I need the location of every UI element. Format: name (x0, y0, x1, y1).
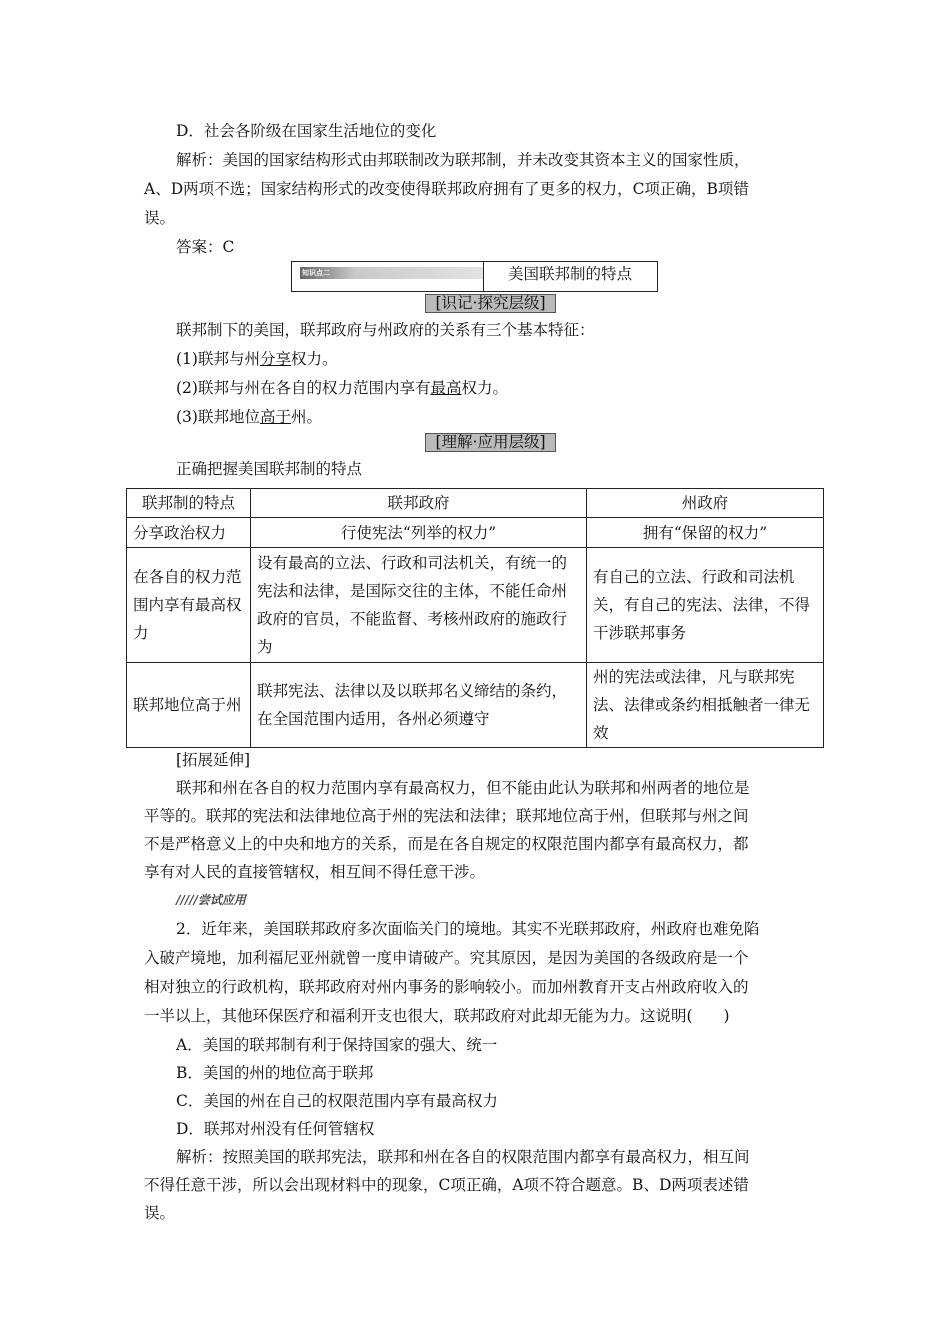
level-label-memorize: [识记·探究层级] (425, 294, 556, 313)
q1-analysis-line: 误。 (144, 209, 176, 227)
table-header-cell: 州政府 (587, 489, 824, 518)
underlined-keyword: 高于 (259, 408, 291, 426)
question-line: 2．近年来，美国联邦政府多次面临关门的境地。其实不光联邦政府，州政府也难免陷 (176, 920, 760, 938)
feature-item: (1)联邦与州分享权力。 (176, 350, 338, 368)
section1-intro: 联邦制下的美国，联邦政府与州政府的关系有三个基本特征： (176, 321, 595, 339)
table-header-cell: 联邦制的特点 (127, 489, 251, 518)
table-cell-state: 州的宪法或法律，凡与联邦宪法、法律或条约相抵触者一律无效 (587, 663, 824, 748)
extension-line: 联邦和州在各自的权力范围内享有最高权力，但不能由此认为联邦和州两者的地位是 (176, 779, 750, 797)
table-row (127, 518, 824, 548)
option-b: B．美国的州的地位高于联邦 (176, 1064, 374, 1082)
table-caption: 正确把握美国联邦制的特点 (176, 460, 363, 478)
hatch-decoration: ///// (176, 893, 198, 907)
feature-item: (2)联邦与州在各自的权力范围内享有最高权力。 (176, 379, 508, 397)
underlined-keyword: 分享 (259, 350, 291, 368)
q2-analysis-line: 误。 (144, 1204, 176, 1222)
table-cell-federal: 设有最高的立法、行政和司法机关，有统一的宪法和法律，是国际交往的主体，不能任命州政府的官员，不能监督、考核州政府的施政行为 (251, 548, 587, 663)
knowledge-point-header (291, 261, 658, 292)
try-apply-heading: /////尝试应用 (176, 893, 246, 907)
extension-line: 不是严格意义上的中央和地方的关系，而是在各自规定的权限范围内都享有最高权力，都 (144, 835, 749, 853)
table-cell-feature: 分享政治权力 (127, 518, 251, 548)
underlined-keyword: 最高 (430, 379, 462, 397)
knowledge-point-tag (300, 267, 483, 279)
feature-item: (3)联邦地位高于州。 (176, 408, 322, 426)
option-d: D．联邦对州没有任何管辖权 (176, 1120, 375, 1138)
table-cell-state: 拥有“保留的权力” (587, 518, 824, 548)
extension-line: 平等的。联邦的宪法和法律地位高于州的宪法和法律；联邦地位高于州，但联邦与州之间 (144, 807, 749, 825)
table-cell-state: 有自己的立法、行政和司法机关，有自己的宪法、法律，不得干涉联邦事务 (587, 548, 824, 663)
extension-title: [拓展延伸] (176, 751, 251, 769)
table-cell-feature: 联邦地位高于州 (127, 663, 251, 748)
table-header-cell: 联邦政府 (251, 489, 587, 518)
table-cell-federal: 联邦宪法、法律以及以联邦名义缔结的条约，在全国范围内适用，各州必须遵守 (251, 663, 587, 748)
q2-analysis-line: 解析：按照美国的联邦宪法，联邦和州在各自的权限范围内都享有最高权力，相互间 (176, 1148, 750, 1166)
q1-analysis-line: 解析：美国的国家结构形式由邦联制改为联邦制，并未改变其资本主义的国家性质， (176, 151, 750, 169)
q1-answer: 答案：C (176, 238, 235, 256)
federalism-table (126, 488, 824, 748)
table-row (127, 663, 824, 748)
table-cell-feature: 在各自的权力范围内享有最高权力 (127, 548, 251, 663)
option-a: A．美国的联邦制有利于保持国家的强大、统一 (176, 1036, 498, 1054)
knowledge-point-title: 美国联邦制的特点 (507, 265, 632, 283)
question-line: 一半以上，其他环保医疗和福利开支也很大，联邦政府对此却无能为力。这说明( ) (144, 1007, 730, 1025)
knowledge-point-tag-label: 知识点二 (302, 269, 330, 277)
question-line: 入破产境地，加利福尼亚州就曾一度申请破产。究其原因，是因为美国的各级政府是一个 (144, 949, 749, 967)
extension-line: 享有对人民的直接管辖权，相互间不得任意干涉。 (144, 863, 486, 881)
table-row (127, 548, 824, 663)
q1-analysis-line: A、D两项不选；国家结构形式的改变使得联邦政府拥有了更多的权力，C项正确，B项错 (144, 180, 749, 198)
question-line: 相对独立的行政机构，联邦政府对州内事务的影响较小。而加州教育开支占州政府收入的 (144, 978, 749, 996)
table-cell-federal: 行使宪法“列举的权力” (251, 518, 587, 548)
table-header-row (127, 489, 824, 518)
level-label-apply: [理解·应用层级] (425, 433, 556, 452)
q1-option-d: D．社会各阶级在国家生活地位的变化 (176, 122, 437, 140)
q2-analysis-line: 不得任意干涉，所以会出现材料中的现象，C项正确，A项不符合题意。B、D两项表述错 (144, 1176, 749, 1194)
option-c: C．美国的州在自己的权限范围内享有最高权力 (176, 1092, 498, 1110)
